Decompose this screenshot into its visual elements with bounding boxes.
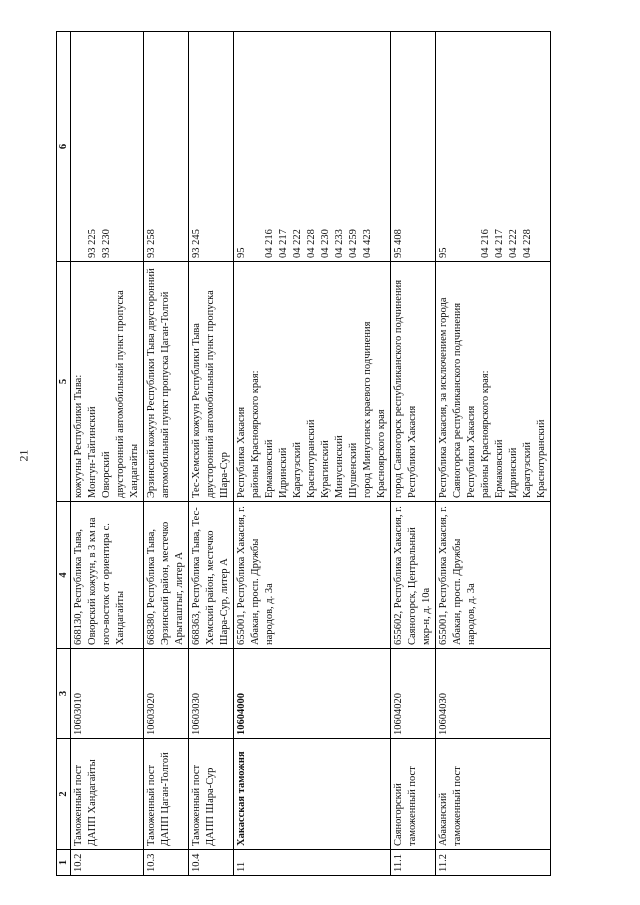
okato-code: 95 bbox=[438, 247, 449, 258]
post-name: Саяногорский таможенный пост bbox=[391, 739, 436, 850]
row-number: 11.2 bbox=[436, 850, 551, 876]
okato-code: 04 228 bbox=[522, 229, 533, 258]
region-cell bbox=[189, 262, 234, 502]
okato-code: 93 258 bbox=[146, 229, 157, 258]
okato-cell bbox=[144, 32, 189, 262]
okato-code: 04 423 bbox=[362, 229, 373, 258]
col-header-1: 1 bbox=[57, 850, 71, 876]
okato-code: 04 222 bbox=[508, 229, 519, 258]
okato-code: 04 233 bbox=[334, 229, 345, 258]
post-address: 668363, Республика Тыва, Тес-Хемский район, местечко Шара-Сур, литер А bbox=[189, 502, 234, 649]
okato-cell bbox=[71, 32, 144, 262]
header-row bbox=[57, 32, 71, 876]
col-header-3: 3 bbox=[57, 649, 71, 739]
region-line: город Саяногорск республиканского подчинения Республики Хакасия bbox=[393, 279, 418, 498]
region-line: Монгун-Тайгинский bbox=[87, 406, 98, 498]
okato-code: 04 228 bbox=[306, 229, 317, 258]
okato-code: 04 259 bbox=[348, 229, 359, 258]
table-row bbox=[144, 32, 189, 876]
region-line: двусторонний автомобильный пункт пропуска Хандагайты bbox=[115, 290, 140, 498]
row-number: 11.1 bbox=[391, 850, 436, 876]
table-row bbox=[391, 32, 436, 876]
region-cell bbox=[234, 262, 391, 502]
row-number: 11 bbox=[234, 850, 391, 876]
region-line: Курагинский bbox=[320, 440, 331, 498]
region-line: Овюрский bbox=[101, 451, 112, 498]
post-address: 668130, Республика Тыва, Овюрский кожуун, в 3 км на юго-восток от ориентира с. Хандагайты bbox=[71, 502, 144, 649]
okato-code bbox=[249, 35, 263, 258]
okato-code: 93 230 bbox=[101, 229, 112, 258]
region-line: город Минусинск краевого подчинения Красноярского края bbox=[362, 321, 387, 498]
region-line: Ермаковский bbox=[264, 439, 275, 498]
region-line: Краснотуранский bbox=[536, 419, 547, 498]
okato-code: 04 230 bbox=[320, 229, 331, 258]
region-line: Идринский bbox=[278, 447, 289, 498]
region-cell bbox=[144, 262, 189, 502]
row-number: 10.4 bbox=[189, 850, 234, 876]
region-line: кожууны Республики Тыва: bbox=[73, 374, 84, 498]
table-row bbox=[436, 32, 551, 876]
page-number: 21 bbox=[16, 449, 31, 462]
okato-cell bbox=[436, 32, 551, 262]
okato-code: 04 217 bbox=[494, 229, 505, 258]
rotated-page-content bbox=[56, 32, 619, 876]
post-code: 10603020 bbox=[144, 649, 189, 739]
post-code: 10603010 bbox=[71, 649, 144, 739]
post-code: 10604020 bbox=[391, 649, 436, 739]
region-line: Тес-Хемский кожуун Республики Тыва двусторонний автомобильный пункт пропуска Шара-Сур bbox=[191, 290, 230, 498]
col-header-4: 4 bbox=[57, 502, 71, 649]
okato-code: 04 222 bbox=[292, 229, 303, 258]
okato-code: 04 216 bbox=[480, 229, 491, 258]
post-name: Таможенный пост ДАПП Шара-Сур bbox=[189, 739, 234, 850]
region-line: Минусинский bbox=[334, 435, 345, 498]
okato-code: 93 245 bbox=[191, 229, 202, 258]
post-name: Абаканский таможенный пост bbox=[436, 739, 551, 850]
post-name: Таможенный пост ДАПП Хандагайты bbox=[71, 739, 144, 850]
region-line: Каратузский bbox=[522, 441, 533, 498]
okato-code: 04 216 bbox=[264, 229, 275, 258]
table-body bbox=[71, 32, 551, 876]
region-line: Ермаковский bbox=[494, 439, 505, 498]
okato-code bbox=[465, 35, 479, 258]
customs-posts-table bbox=[56, 31, 551, 876]
col-header-2: 2 bbox=[57, 739, 71, 850]
region-line: районы Красноярского края: bbox=[480, 370, 491, 498]
table-row bbox=[189, 32, 234, 876]
col-header-6: 6 bbox=[57, 32, 71, 262]
region-line: Каратузский bbox=[292, 441, 303, 498]
okato-cell bbox=[189, 32, 234, 262]
table-row bbox=[234, 32, 391, 876]
region-cell bbox=[436, 262, 551, 502]
post-code: 10604000 bbox=[234, 649, 391, 739]
col-header-5: 5 bbox=[57, 262, 71, 502]
region-line: Идринский bbox=[508, 447, 519, 498]
region-line: Шушенский bbox=[348, 442, 359, 498]
okato-code bbox=[451, 35, 465, 258]
okato-code: 95 408 bbox=[393, 229, 404, 258]
row-number: 10.3 bbox=[144, 850, 189, 876]
okato-cell bbox=[391, 32, 436, 262]
okato-code: 95 bbox=[236, 247, 247, 258]
okato-code: 04 217 bbox=[278, 229, 289, 258]
post-name: Таможенный пост ДАПП Цаган-Толгой bbox=[144, 739, 189, 850]
post-address: 655001, Республика Хакасия, г. Абакан, просп. Дружбы народов, д. 3а bbox=[234, 502, 391, 649]
region-line: Республика Хакасия bbox=[236, 406, 247, 498]
region-line: районы Красноярского края: bbox=[250, 370, 261, 498]
post-address: 655602, Республика Хакасия, г. Саяногорск, Центральный мкр-н, д. 10а bbox=[391, 502, 436, 649]
post-name: Хакасская таможня bbox=[234, 739, 391, 850]
region-line: Краснотуранский bbox=[306, 419, 317, 498]
region-cell bbox=[391, 262, 436, 502]
okato-cell bbox=[234, 32, 391, 262]
post-address: 668380, Республика Тыва, Эрзинский район, местечко Арыташтыг, литер А bbox=[144, 502, 189, 649]
okato-code: 93 225 bbox=[87, 229, 98, 258]
region-line: Республика Хакасия, за исключением города Саяногорска республиканского подчинения Республики Хакасия bbox=[438, 297, 477, 498]
region-line: Эрзинский кожуун Республики Тыва двусторонний автомобильный пункт пропуска Цаган-Толгой bbox=[146, 268, 171, 498]
row-number: 10.2 bbox=[71, 850, 144, 876]
post-code: 10603030 bbox=[189, 649, 234, 739]
okato-code bbox=[72, 35, 86, 258]
post-address: 655001, Республика Хакасия, г. Абакан, просп. Дружбы народов, д. 3а bbox=[436, 502, 551, 649]
post-code: 10604030 bbox=[436, 649, 551, 739]
table-row bbox=[71, 32, 144, 876]
okato-code bbox=[114, 35, 128, 258]
region-cell bbox=[71, 262, 144, 502]
